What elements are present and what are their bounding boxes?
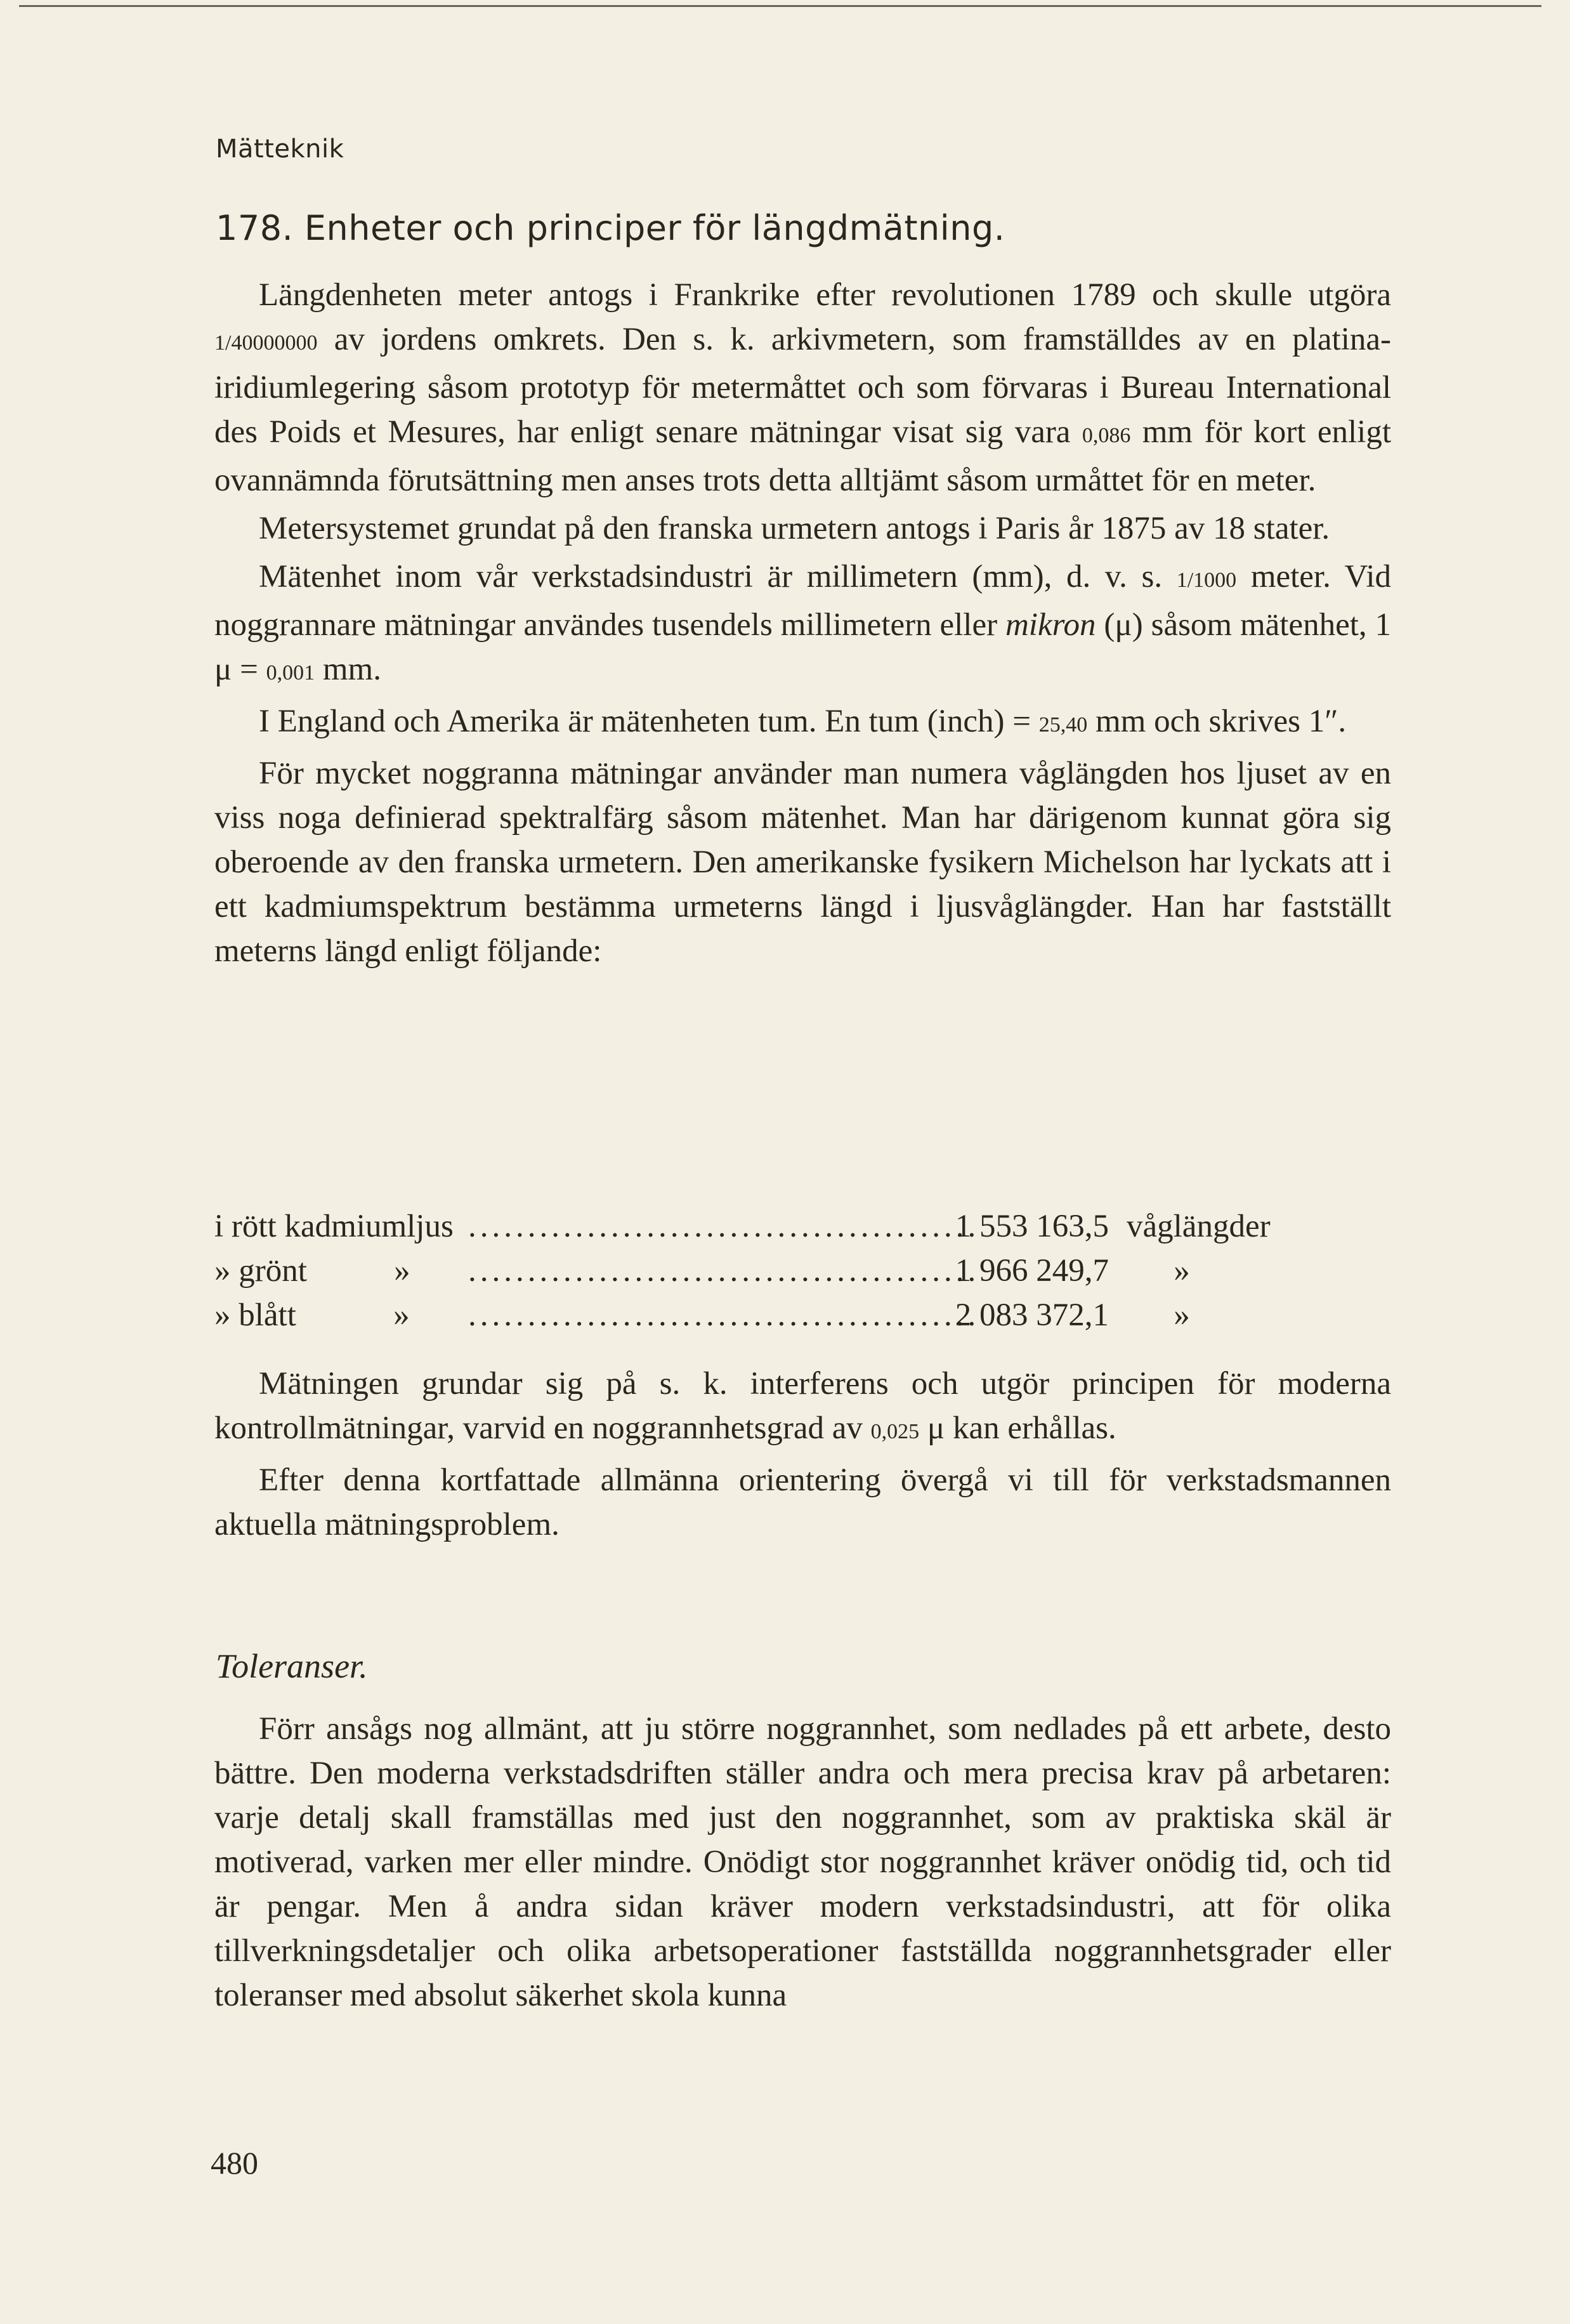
leader-dots: ........................................... <box>468 1209 980 1244</box>
paragraph-meter-history: Längdenheten meter antogs i Frankrike efter revolutionen 1789 och skulle utgöra 1/40000000 av jordens omkrets. Den s. k. arkivmetern, som framställdes av en platina-iridiumlegering såsom prototyp för metermåttet och som förvaras i Bureau International des Poids et Mesures, har enligt senare mätningar visat sig vara 0,086 mm för kort enligt ovannämnda förutsättning men anses trots detta alltjämt såsom urmåttet för en meter. <box>214 277 1391 498</box>
fraction-1000: 1/1000 <box>1176 568 1237 592</box>
paragraph-metersystem: Metersystemet grundat på den franska urmetern antogs i Paris år 1875 av 18 stater. <box>259 511 1330 546</box>
leader-dots: ........................................... <box>468 1253 980 1289</box>
wavelength-row-green: » grönt » ........................................... 1 966 249,7 » <box>214 1249 1391 1293</box>
subheading-toleranser: Toleranser. <box>216 1647 368 1685</box>
interference-section <box>214 1362 1391 1551</box>
intro-section <box>214 273 1391 977</box>
paragraph-tolerances: Förr ansågs nog allmänt, att ju större noggrannhet, som nedlades på ett arbete, desto bättre. Den moderna verkstadsdriften ställer andra och mera precisa krav på arbetaren: varje detalj skall framställas med just den noggrannhet, som av praktiska skäl är motiverad, varken mer eller mindre. Onödigt stor noggrannhet kräver onödig tid, och tid är pengar. Men å andra sidan kräver modern verkstadsindustri, att för olika tillverkningsdetaljer och olika arbetsoperationer fastställda noggrannhetsgrader eller toleranser med absolut säkerhet skola kunna <box>214 1711 1391 2013</box>
number-0025: 0,025 <box>870 1420 920 1443</box>
running-header: Mätteknik <box>216 135 344 164</box>
leader-dots: ........................................... <box>468 1297 980 1333</box>
top-rule <box>19 5 1541 7</box>
number-0086: 0,086 <box>1082 424 1131 447</box>
number-2540: 25,40 <box>1038 713 1088 737</box>
number-0001: 0,001 <box>266 661 315 685</box>
section-title: 178. Enheter och principer för längdmätning. <box>216 208 1005 248</box>
paragraph-inch: I England och Amerika är mätenheten tum. En tum (inch) = 25,40 mm och skrives 1″. <box>259 704 1347 739</box>
fraction-earth: 1/40000000 <box>214 331 318 355</box>
paragraph-interference: Mätningen grundar sig på s. k. interferens och utgör principen för moderna kontrollmätningar, varvid en noggrannhetsgrad av 0,025 μ kan erhållas. <box>214 1366 1391 1446</box>
paragraph-mm-unit: Mätenhet inom vår verkstadsindustri är millimetern (mm), d. v. s. 1/1000 meter. Vid noggrannare mätningar användes tusendels millimetern eller mikron (μ) såsom mätenhet, 1 μ = 0,001 mm. <box>214 559 1391 687</box>
wavelength-table <box>214 1204 1391 1337</box>
page-number: 480 <box>211 2145 258 2181</box>
paragraph-orientation: Efter denna kortfattade allmänna orientering övergå vi till för verkstadsmannen aktuella mätningsproblem. <box>214 1462 1391 1542</box>
wavelength-row-red: i rött kadmiumljus ........................................... 1 553 163,5 våglängder <box>214 1204 1391 1249</box>
wavelength-row-blue: » blått » ........................................... 2 083 372,1 » <box>214 1293 1391 1337</box>
paragraph-wavelength: För mycket noggranna mätningar använder man numera våglängden hos ljuset av en viss noga definierad spektralfärg såsom mätenhet. Man har därigenom kunnat göra sig oberoende av den franska urmetern. Den amerikanske fysikern Michelson har lyckats att i ett kadmiumspektrum bestämma urmeterns längd i ljusvåglängder. Han har fastställt meterns längd enligt följande: <box>214 756 1391 969</box>
tolerances-section <box>214 1707 1391 2021</box>
